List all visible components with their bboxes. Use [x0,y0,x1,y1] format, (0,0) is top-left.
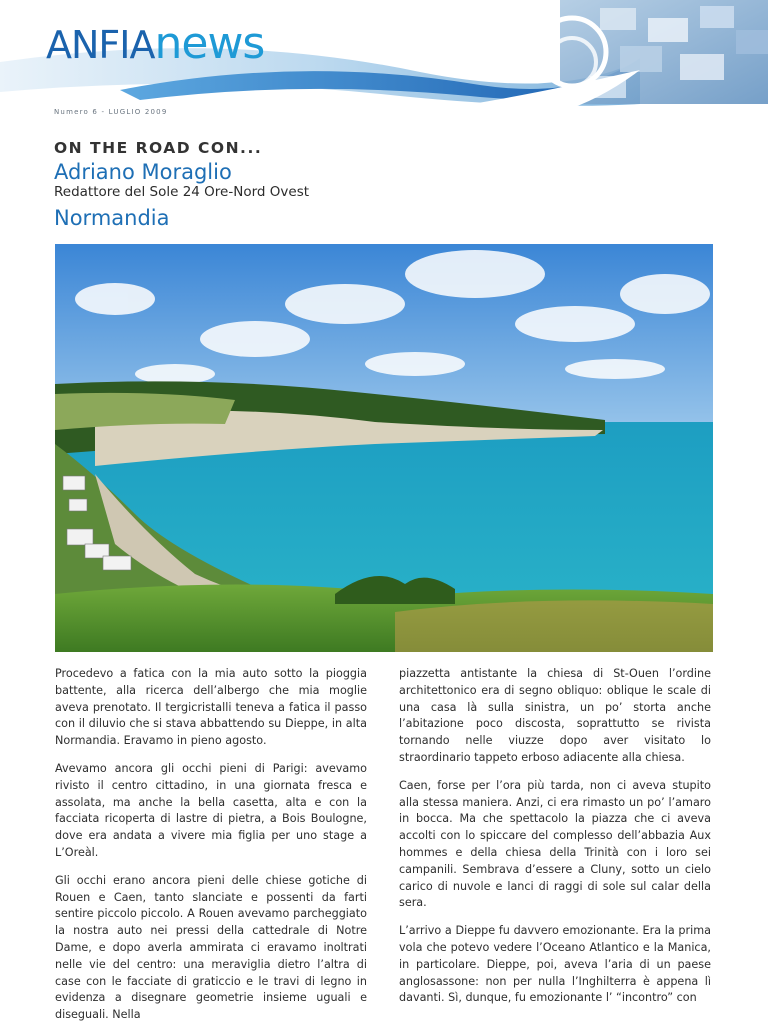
article-column-left [55,666,367,1035]
paragraph: Caen, forse per l’ora più tarda, non ci aveva stupito alla stessa maniera. Anzi, ci era rimasto un po’ l’amaro in bocca. Ma che spettacolo la piazza che ci aveva accolti con lo spiccare del complesso dell’abbazia Aux hommes e della chiesa della Trinità con i loro sei campanili. Sembrava d’essere a Cluny, sotto un cielo carico di nuvole e lanci di raggi di sole sul calar della sera. [399,778,711,910]
article-column-right [399,666,711,1018]
paragraph: L’arrivo a Dieppe fu davvero emozionante. Era la prima vola che potevo vedere l’Oceano Atlantico e la Manica, in particolare. Dieppe, poi, aveva l’aria di un paese anglosassone: non per nulla l’Inghilterra è appena lì davanti. Sì, dunque, fu emozionante l’ “incontro” con [399,924,711,1005]
logo-anfia-text: ANFIA [46,23,155,67]
paragraph: Procedevo a fatica con la mia auto sotto la pioggia battente, alla ricerca dell’albergo che mia moglie aveva prenotato. Il tergicristalli teneva a fatica il passo con il diluvio che si stava abbattendo su Dieppe, in alta Normandia. Eravamo in pieno agosto. [55,667,367,748]
issue-label: Numero 6 - LUGLIO 2009 [54,108,168,116]
masthead [0,0,768,112]
logo-news-text: news [154,18,265,69]
section-kicker: ON THE ROAD CON... [54,139,263,157]
article-title: Normandia [54,206,170,230]
coastline-photo [55,244,713,652]
anfia-news-logo [46,18,264,69]
author-name: Adriano Moraglio [54,160,232,184]
paragraph: Gli occhi erano ancora pieni delle chiese gotiche di Rouen e Caen, tanto slanciate e possenti da farti sentire piccolo piccolo. A Rouen avevamo parcheggiato la nostra auto nei pressi della cattedrale di Notre Dame, e dopo averla ammirata ci eravamo inoltrati nelle vie del centro: una meraviglia dietro l’altra di case con le facciate di graticcio e le travi di legno in evidenza a disegnare geometrie insieme uguali e diseguali. Nella [55,873,367,1022]
paragraph: Avevamo ancora gli occhi pieni di Parigi: avevamo rivisto il centro cittadino, in una giornata fresca e assolata, ma anche la bella casetta, alta e con la facciata ricoperta di lastre di pietra, a Bois Boulogne, dove era andata a vivere mia figlia per uno stage a L’Oreàl. [55,761,367,859]
author-role: Redattore del Sole 24 Ore-Nord Ovest [54,184,310,200]
paragraph: piazzetta antistante la chiesa di St-Ouen l’ordine architettonico era di segno obliquo: oblique le scale di una casa là sulla sinistra, un po’ storta anche l’abitazione poco discosta, soprattutto se rivista tornando nelle viuzze dopo aver visitato lo straordinario tappeto erboso adiacente alla chiesa. [399,667,711,764]
